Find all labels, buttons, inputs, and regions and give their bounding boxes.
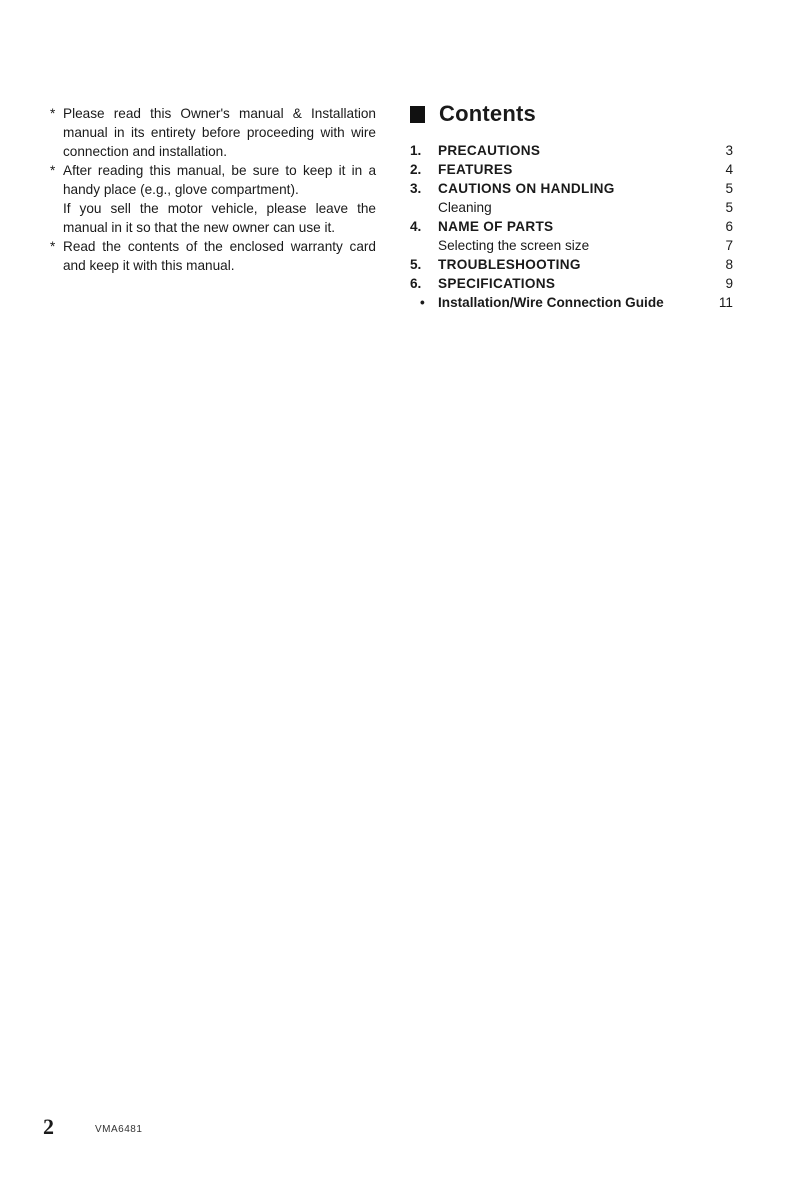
toc-label: NAME OF PARTS (438, 219, 554, 234)
toc-page: 8 (725, 257, 733, 272)
toc-number: 2. (410, 162, 422, 177)
toc-row (410, 236, 735, 255)
page-number: 2 (43, 1114, 54, 1139)
toc-number: 6. (410, 276, 422, 291)
toc-page: 6 (725, 219, 733, 234)
note-text: Read the contents of the enclosed warranty card and keep it with this manual. (63, 239, 376, 273)
note-subtext: If you sell the motor vehicle, please leave the manual in it so that the new owner can use it. (63, 201, 376, 235)
bullet-icon: • (420, 295, 425, 310)
toc-row (410, 179, 735, 198)
asterisk-mark: * (50, 239, 56, 254)
toc-row (410, 141, 735, 160)
toc-page: 4 (725, 162, 733, 177)
toc-number: 3. (410, 181, 422, 196)
toc-label: SPECIFICATIONS (438, 276, 556, 291)
toc-label: Cleaning (438, 200, 492, 215)
toc-number: 4. (410, 219, 422, 234)
document-code: VMA6481 (95, 1124, 143, 1135)
toc-label: FEATURES (438, 162, 513, 177)
toc-row (410, 160, 735, 179)
toc-row (410, 255, 735, 274)
note-item (50, 237, 376, 275)
toc-row (410, 217, 735, 236)
toc-row (410, 293, 735, 312)
note-item (50, 104, 376, 161)
toc-row (410, 198, 735, 217)
asterisk-mark: * (50, 163, 56, 178)
toc-page: 3 (725, 143, 733, 158)
toc-label: Installation/Wire Connection Guide (438, 295, 664, 310)
toc-label: Selecting the screen size (438, 238, 590, 253)
toc-page: 11 (718, 295, 733, 310)
note-item (50, 161, 376, 237)
toc-number: 5. (410, 257, 422, 272)
note-text: After reading this manual, be sure to keep it in a handy place (e.g., glove compartment). (63, 163, 376, 197)
toc-row (410, 274, 735, 293)
toc-label: CAUTIONS ON HANDLING (438, 181, 615, 196)
contents-section (410, 99, 735, 312)
table-of-contents (410, 141, 735, 312)
toc-page: 5 (725, 200, 733, 215)
toc-page: 7 (725, 238, 733, 253)
toc-label: TROUBLESHOOTING (438, 257, 581, 272)
toc-number: 1. (410, 143, 422, 158)
notes-list (50, 104, 376, 275)
toc-page: 5 (725, 181, 733, 196)
asterisk-mark: * (50, 106, 56, 121)
contents-title: Contents (439, 101, 536, 126)
note-text: Please read this Owner's manual & Installation manual in its entirety before proceeding with wire connection and installation. (63, 106, 376, 159)
toc-page: 9 (725, 276, 733, 291)
contents-heading (410, 99, 735, 129)
toc-label: PRECAUTIONS (438, 143, 541, 158)
black-square-icon (410, 106, 425, 123)
